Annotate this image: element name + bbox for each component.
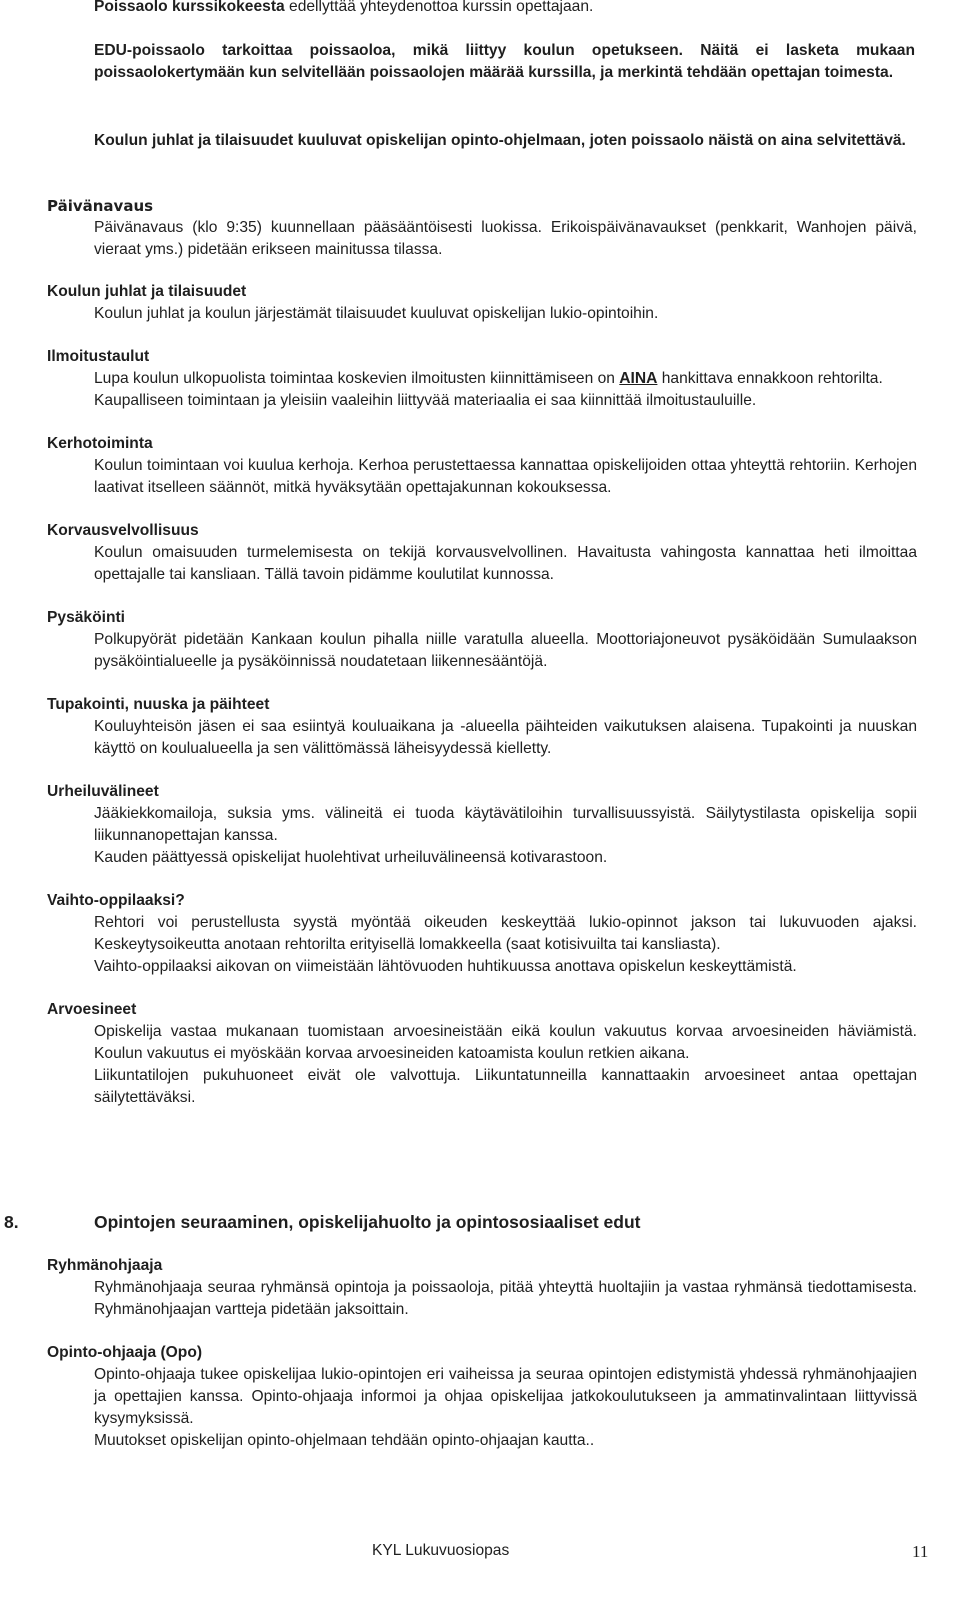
section-paragraph: Kaupalliseen toimintaan ja yleisiin vaaleihin liittyvää materiaalia ei saa kiinnittää ilmoitustauluille. xyxy=(94,392,757,409)
section-title: Koulun juhlat ja tilaisuudet xyxy=(47,283,247,300)
section-body xyxy=(94,1021,917,1109)
section-body xyxy=(94,803,917,869)
section-title: Pysäköinti xyxy=(47,609,125,626)
bullet-text: edellyttää yhteydenottoa kurssin opettajaan. xyxy=(284,0,594,15)
footer-title: KYL Lukuvuosiopas xyxy=(372,1542,510,1559)
bullet-item xyxy=(94,0,794,18)
bullet-item xyxy=(94,40,915,84)
section-paragraph: Opinto-ohjaaja tukee opiskelijaa lukio-opintojen eri vaiheissa ja seuraa opintojen edistymistä yhdessä ryhmänohjaajien ja opettajien kanssa. Opinto-ohjaaja informoi ja ohjaa opiskelijaa jatkokoulutukseen ja ammatinvalintaan liittyvissä kysymyksissä. xyxy=(94,1366,917,1427)
section-body xyxy=(94,629,917,673)
section-title: Kerhotoiminta xyxy=(47,435,153,452)
section-title: Arvoesineet xyxy=(47,1001,137,1018)
section-body xyxy=(94,1364,917,1452)
section-paragraph: Kauden päättyessä opiskelijat huolehtivat urheiluvälineensä kotivarastoon. xyxy=(94,849,608,866)
section-paragraph: Rehtori voi perustellusta syystä myöntää oikeuden keskeyttää lukio-opinnot jakson tai lukuvuoden ajaksi. Keskeytysoikeutta anotaan rehtorilta erityisellä lomakkeella (saat kotisivuilta tai kansliasta). xyxy=(94,914,917,953)
page-footer xyxy=(0,1542,960,1566)
emphasis-text: AINA xyxy=(619,370,658,387)
section-title: Urheiluvälineet xyxy=(47,783,159,800)
section-paragraph: Kouluyhteisön jäsen ei saa esiintyä kouluaikana ja -alueella päihteiden vaikutuksen alaisena. Tupakointi ja nuuskan käyttö on koulualueella ja sen välittömässä läheisyydessä kielletty. xyxy=(94,718,917,757)
section-body xyxy=(94,217,917,261)
section-title: Ryhmänohjaaja xyxy=(47,1257,163,1274)
section-title: Vaihto-oppilaaksi? xyxy=(47,892,185,909)
section-body xyxy=(94,303,917,325)
section-paragraph: Polkupyörät pidetään Kankaan koulun pihalla niille varatulla alueella. Moottoriajoneuvot pysäköidään Sumulaakson pysäköintialueelle ja pysäköinnissä noudatetaan liikennesääntöjä. xyxy=(94,631,917,670)
page-number: 11 xyxy=(912,1542,929,1561)
section-title: Opinto-ohjaaja (Opo) xyxy=(47,1344,203,1361)
section-paragraph: Vaihto-oppilaaksi aikovan on viimeistään lähtövuoden huhtikuussa anottava opiskelun keskeyttämistä. xyxy=(94,958,797,975)
section-paragraph: Päivänavaus (klo 9:35) kuunnellaan pääsääntöisesti luokissa. Erikoispäivänavaukset (penkkarit, Wanhojen päivä, vieraat yms.) pidetään erikseen mainitussa tilassa. xyxy=(94,219,917,258)
section-title: Tupakointi, nuuska ja päihteet xyxy=(47,696,270,713)
section-list xyxy=(47,195,917,1109)
bullet-label: Poissaolo kurssikokeesta xyxy=(94,0,285,15)
section-paragraph: Koulun omaisuuden turmelemisesta on tekijä korvausvelvollinen. Havaitusta vahingosta kannattaa heti ilmoittaa opettajalle tai kansliaan. Tällä tavoin pidämme koulutilat kunnossa. xyxy=(94,544,917,583)
chapter-number: 8. xyxy=(4,1212,19,1232)
section-paragraph: Koulun juhlat ja koulun järjestämät tilaisuudet kuuluvat opiskelijan lukio-opintoihin. xyxy=(94,305,659,322)
section-title: Päivänavaus xyxy=(47,197,154,215)
section-body xyxy=(94,716,917,760)
chapter-title: Opintojen seuraaminen, opiskelijahuolto ja opintososiaaliset edut xyxy=(94,1212,641,1232)
section-body xyxy=(94,912,917,978)
section-body xyxy=(94,455,917,499)
section-body xyxy=(94,368,917,412)
section-paragraph: Opiskelija vastaa mukanaan tuomistaan arvoesineistään eikä koulun vakuutus korvaa arvoesineiden häviämistä. Koulun vakuutus ei myöskään korvaa arvoesineiden katoamista koulun retkien aikana. xyxy=(94,1023,917,1062)
section-paragraph: Lupa koulun ulkopuolista toimintaa koskevien ilmoitusten kiinnittämiseen on AINA hankittava ennakkoon rehtorilta. xyxy=(94,370,883,387)
section-title: Ilmoitustaulut xyxy=(47,348,150,365)
section-paragraph: Koulun toimintaan voi kuulua kerhoja. Kerhoa perustettaessa kannattaa opiskelijoiden ottaa yhteyttä rehtoriin. Kerhojen laativat itselleen säännöt, mitkä hyväksytään opettajakunnan kokouksessa. xyxy=(94,457,917,496)
section-title: Korvausvelvollisuus xyxy=(47,522,199,539)
bullet-text: EDU-poissaolo tarkoittaa poissaoloa, mikä liittyy koulun opetukseen. Näitä ei lasketa mukaan poissaolokertymään kun selvitellään poissaolojen määrää kurssilla, ja merkintä tehdään opettajan toimesta. xyxy=(94,42,915,81)
section-paragraph: Muutokset opiskelijan opinto-ohjelmaan tehdään opinto-ohjaajan kautta.. xyxy=(94,1432,595,1449)
section-paragraph: Ryhmänohjaaja seuraa ryhmänsä opintoja ja poissaoloja, pitää yhteyttä huoltajiin ja vastaa ryhmänsä tiedottamisesta. Ryhmänohjaajan vartteja pidetään jaksoittain. xyxy=(94,1279,917,1318)
section-paragraph: Liikuntatilojen pukuhuoneet eivät ole valvottuja. Liikuntatunneilla kannattaakin arvoesineet antaa opettajan säilytettäväksi. xyxy=(94,1067,917,1106)
note-text: Koulun juhlat ja tilaisuudet kuuluvat opiskelijan opinto-ohjelmaan, joten poissaolo näistä on aina selvitettävä. xyxy=(94,132,906,149)
section-paragraph: Jääkiekkomailoja, suksia yms. välineitä ei tuoda käytävätiloihin turvallisuussyistä. Säilytystilasta opiskelija sopii liikunnanopettajan kanssa. xyxy=(94,805,917,844)
section-list xyxy=(47,1255,917,1452)
section-body xyxy=(94,1277,917,1321)
chapter-heading xyxy=(0,1210,960,1240)
section-body xyxy=(94,542,917,586)
